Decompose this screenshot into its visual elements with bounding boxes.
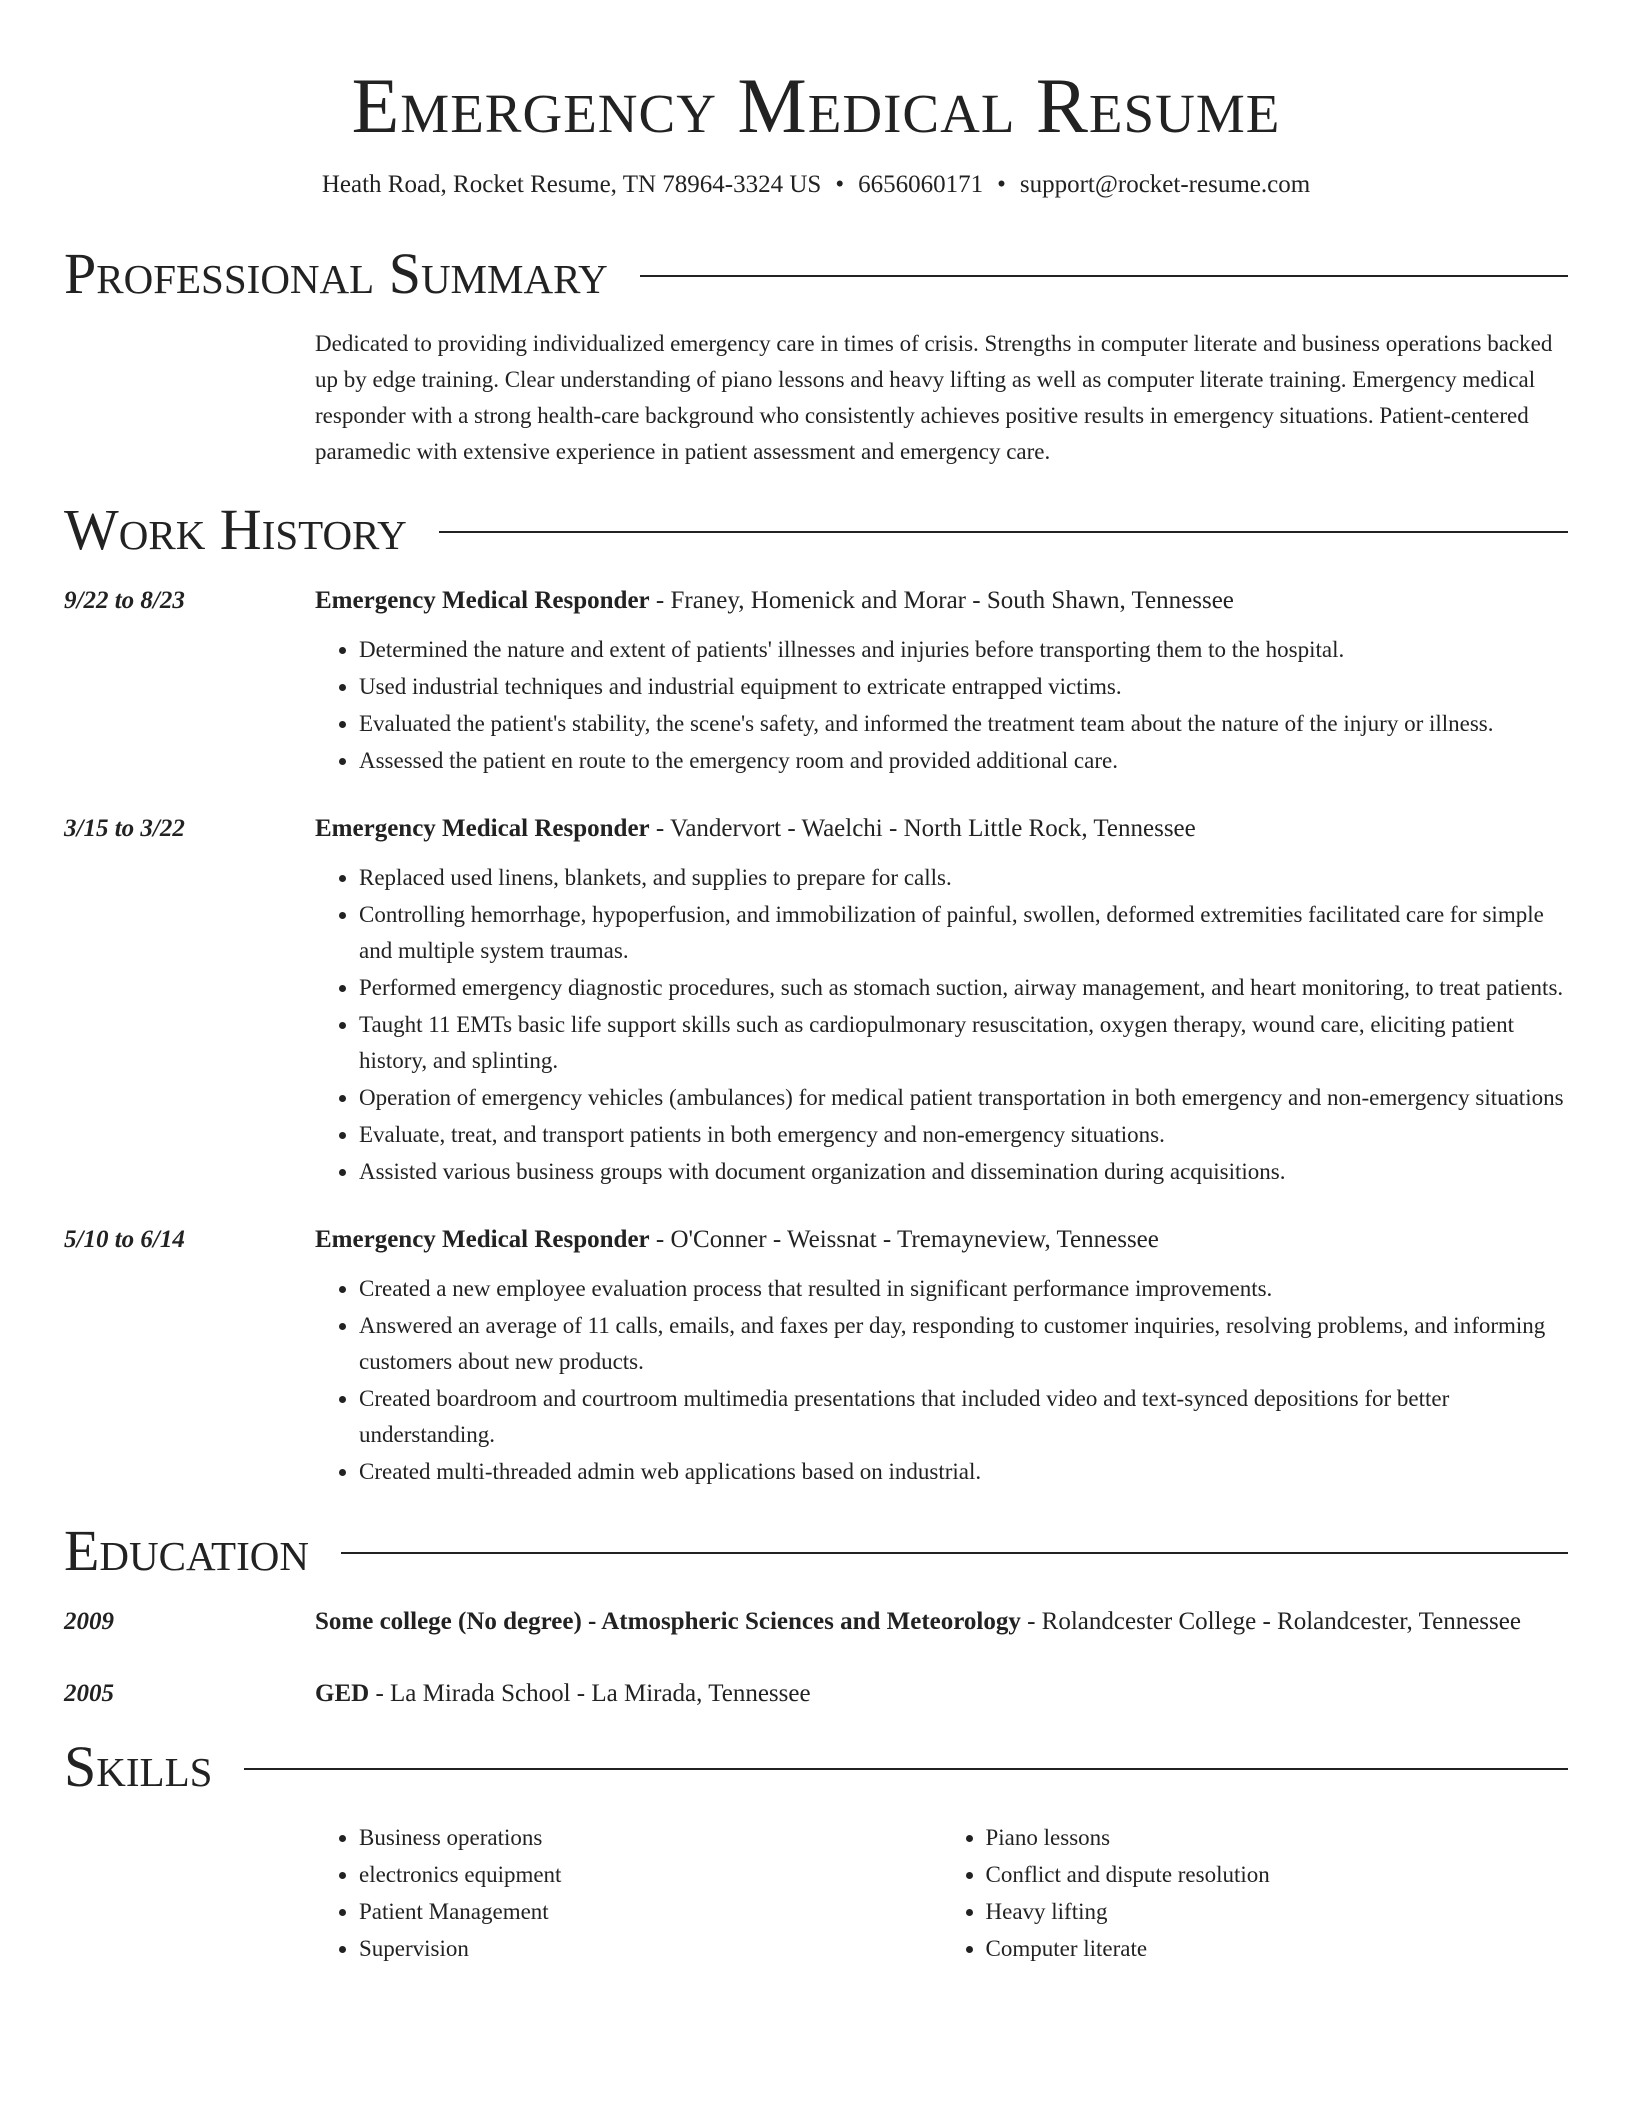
job-duty: • Evaluated the patient's stability, the scene's safety, and informed the treatment team about the nature of the injury or illness. [359, 706, 1568, 742]
education-section-header [64, 1518, 1568, 1583]
job-employer: - Vandervort - Waelchi - North Little Rock, Tennessee [649, 815, 1196, 842]
skills-column-left [315, 1819, 942, 1967]
job-heading [315, 1221, 1568, 1259]
job-duties [315, 860, 1568, 1190]
job-duty: • Assisted various business groups with document organization and dissemination during acquisitions. [359, 1154, 1568, 1190]
education-degree: GED [315, 1680, 370, 1707]
resume-page [64, 0, 1568, 1967]
skill-item: • Computer literate [986, 1930, 1569, 1967]
job-entry [64, 582, 1568, 780]
job-duty: • Used industrial techniques and industrial equipment to extricate entrapped victims. [359, 669, 1568, 705]
summary-text: Dedicated to providing individualized emergency care in times of crisis. Strengths in computer literate and business operations backed up by edge training. Clear understanding of piano lessons and heavy lifting as well as computer literate training. Emergency medical responder with a strong health-care background who consistently achieves positive results in emergency situations. Patient-centered paramedic with extensive experience in patient assessment and emergency care. [315, 331, 1553, 464]
contact-address: Heath Road, Rocket Resume, TN 78964-3324 US [321, 171, 822, 198]
skill-item: • Supervision [359, 1930, 942, 1967]
section-divider [341, 1552, 1568, 1554]
education-year: 2005 [64, 1680, 114, 1707]
education-degree: Some college (No degree) - Atmospheric Sciences and Meteorology [315, 1608, 1021, 1635]
skill-item: • Conflict and dispute resolution [986, 1856, 1569, 1893]
job-duty: • Assessed the patient en route to the emergency room and provided additional care. [359, 743, 1568, 779]
job-heading [315, 582, 1568, 620]
contact-separator: • [997, 171, 1006, 198]
job-employer: - O'Conner - Weissnat - Tremayneview, Tennessee [649, 1226, 1159, 1253]
job-dates: 9/22 to 8/23 [64, 587, 185, 614]
job-duty: • Created multi-threaded admin web applications based on industrial. [359, 1454, 1568, 1490]
job-title: Emergency Medical Responder [315, 587, 650, 614]
job-duties [315, 632, 1568, 779]
skill-item: • Piano lessons [986, 1819, 1569, 1856]
education-entry [64, 1675, 1568, 1713]
education-year: 2009 [64, 1608, 114, 1635]
job-duty: • Performed emergency diagnostic procedures, such as stomach suction, airway management, and heart monitoring, to treat patients. [359, 970, 1568, 1006]
education-school: - La Mirada School - La Mirada, Tennessee [369, 1680, 811, 1707]
section-divider [244, 1768, 1568, 1770]
education-school: - Rolandcester College - Rolandcester, Tennessee [1020, 1608, 1521, 1635]
contact-separator: • [835, 171, 845, 198]
resume-title: Emergency Medical Resume [351, 62, 1281, 149]
work-section-header [64, 497, 1568, 562]
job-duty: • Controlling hemorrhage, hypoperfusion, and immobilization of painful, swollen, deformed extremities facilitated care for simple and multiple system traumas. [359, 897, 1568, 969]
education-entry [64, 1603, 1568, 1641]
job-duty: • Replaced used linens, blankets, and supplies to prepare for calls. [359, 860, 1568, 896]
summary-section-header [64, 241, 1568, 306]
job-title: Emergency Medical Responder [315, 815, 650, 842]
contact-line [64, 168, 1568, 202]
contact-phone: 6656060171 [858, 171, 984, 198]
job-entry [64, 1221, 1568, 1491]
job-duty: • Answered an average of 11 calls, emails, and faxes per day, responding to customer inquiries, resolving problems, and informing customers about new products. [359, 1308, 1568, 1380]
job-duty: • Created a new employee evaluation process that resulted in significant performance improvements. [359, 1271, 1568, 1307]
job-employer: - Franey, Homenick and Morar - South Shawn, Tennessee [649, 587, 1234, 614]
job-duty: • Taught 11 EMTs basic life support skills such as cardiopulmonary resuscitation, oxygen therapy, wound care, eliciting patient history, and splinting. [359, 1007, 1568, 1079]
skill-item: • Heavy lifting [986, 1893, 1569, 1930]
job-dates: 5/10 to 6/14 [64, 1226, 185, 1253]
education-line [315, 1675, 1568, 1713]
education-line [315, 1603, 1568, 1641]
job-heading [315, 810, 1568, 848]
summary-heading: Professional Summary [64, 241, 608, 306]
skills-heading: Skills [64, 1734, 213, 1799]
section-divider [439, 531, 1568, 533]
skill-item: • Business operations [359, 1819, 942, 1856]
work-heading: Work History [64, 497, 407, 562]
section-divider [640, 275, 1568, 277]
skills-section-header [64, 1734, 1568, 1799]
skills-column-right [942, 1819, 1569, 1967]
skills-list [315, 1819, 1568, 1967]
job-duty: • Created boardroom and courtroom multimedia presentations that included video and text-synced depositions for better understanding. [359, 1381, 1568, 1453]
job-entry [64, 810, 1568, 1191]
job-duty: • Evaluate, treat, and transport patients in both emergency and non-emergency situations. [359, 1117, 1568, 1153]
skill-item: • Patient Management [359, 1893, 942, 1930]
contact-email: support@rocket-resume.com [1019, 171, 1311, 198]
job-duties [315, 1271, 1568, 1490]
job-dates: 3/15 to 3/22 [64, 815, 185, 842]
job-duty: • Determined the nature and extent of patients' illnesses and injuries before transporting them to the hospital. [359, 632, 1568, 668]
job-duty: • Operation of emergency vehicles (ambulances) for medical patient transportation in both emergency and non-emergency situations [359, 1080, 1568, 1116]
skill-item: • electronics equipment [359, 1856, 942, 1893]
education-heading: Education [64, 1518, 309, 1583]
job-title: Emergency Medical Responder [315, 1226, 650, 1253]
